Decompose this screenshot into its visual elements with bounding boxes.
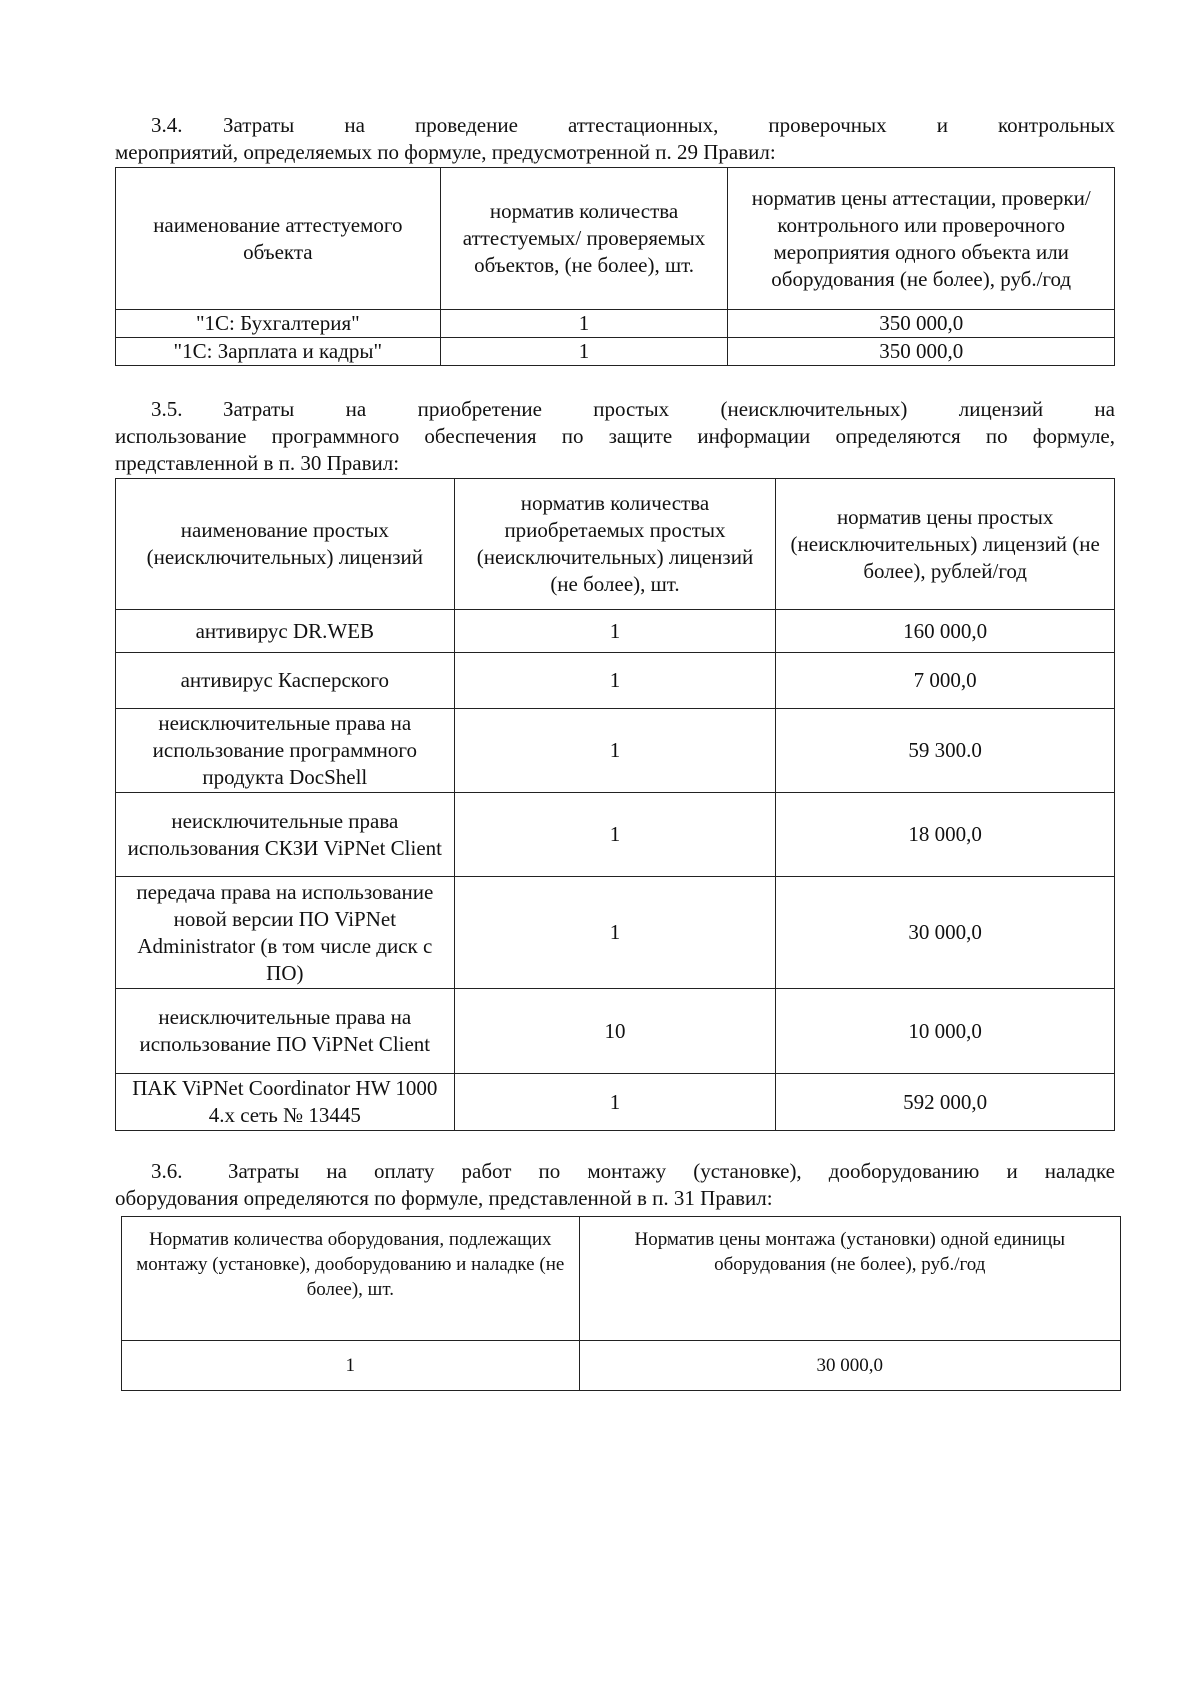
cell-qty: 1 bbox=[440, 338, 728, 366]
table-row bbox=[116, 709, 1115, 793]
cell-qty: 10 bbox=[454, 989, 776, 1074]
header-installation-price: Норматив цены монтажа (установки) одной единицы оборудования (не более), руб./год bbox=[579, 1217, 1120, 1341]
cell-name: неисключительные права на использование программного продукта DocShell bbox=[116, 709, 455, 793]
section-3-5-text-line2: использование программного обеспечения по защите информации определяются по формуле, bbox=[115, 424, 1115, 448]
header-quantity: норматив количества приобретаемых простых (неисключительных) лицензий (не более), шт. bbox=[454, 479, 776, 610]
cell-name: неисключительные права на использование ПО ViPNet Client bbox=[116, 989, 455, 1074]
installation-table bbox=[121, 1216, 1121, 1391]
table-row bbox=[116, 877, 1115, 989]
cell-name: ПАК ViPNet Coordinator HW 1000 4.х сеть № 13445 bbox=[116, 1074, 455, 1131]
cell-price: 18 000,0 bbox=[776, 793, 1115, 877]
cell-price: 10 000,0 bbox=[776, 989, 1115, 1074]
table-header-row bbox=[122, 1217, 1121, 1341]
table-row bbox=[116, 610, 1115, 653]
cell-price: 350 000,0 bbox=[728, 310, 1115, 338]
table-row bbox=[116, 653, 1115, 709]
cell-qty: 1 bbox=[440, 310, 728, 338]
header-equipment-quantity: Норматив количества оборудования, подлежащих монтажу (установке), дооборудованию и наладке (не более), шт. bbox=[122, 1217, 580, 1341]
cell-name: "1С: Зарплата и кадры" bbox=[116, 338, 441, 366]
header-object-name: наименование аттестуемого объекта bbox=[116, 168, 441, 310]
licenses-table bbox=[115, 478, 1115, 1131]
table-row bbox=[116, 310, 1115, 338]
section-3-4-number: 3.4. bbox=[151, 113, 183, 137]
section-3-4-text-line1 bbox=[115, 112, 1115, 139]
section-3-6-text-line2: оборудования определяются по формуле, представленной в п. 31 Правил: bbox=[115, 1186, 773, 1210]
cell-price: 30 000,0 bbox=[776, 877, 1115, 989]
section-3-6-number: 3.6. bbox=[151, 1159, 183, 1183]
cell-qty: 1 bbox=[454, 793, 776, 877]
header-license-name: наименование простых (неисключительных) лицензий bbox=[116, 479, 455, 610]
cell-price: 7 000,0 bbox=[776, 653, 1115, 709]
cell-qty: 1 bbox=[122, 1341, 580, 1391]
section-3-5 bbox=[115, 396, 1115, 1131]
cell-name: антивирус DR.WEB bbox=[116, 610, 455, 653]
table-row bbox=[116, 338, 1115, 366]
section-3-5-text-line1 bbox=[115, 396, 1115, 423]
header-price: норматив цены простых (неисключительных) лицензий (не более), рублей/год bbox=[776, 479, 1115, 610]
cell-qty: 1 bbox=[454, 877, 776, 989]
cell-qty: 1 bbox=[454, 653, 776, 709]
section-3-4 bbox=[115, 112, 1115, 366]
cell-qty: 1 bbox=[454, 1074, 776, 1131]
section-3-5-text-line3: представленной в п. 30 Правил: bbox=[115, 451, 400, 475]
cell-price: 59 300.0 bbox=[776, 709, 1115, 793]
cell-name: передача права на использование новой версии ПО ViPNet Administrator (в том числе диск с ПО) bbox=[116, 877, 455, 989]
section-3-4-text: Затраты на проведение аттестационных, проверочных и контрольных bbox=[223, 113, 1115, 137]
section-3-6-text: Затраты на оплату работ по монтажу (установке), дооборудованию и наладке bbox=[228, 1159, 1115, 1183]
cell-price: 30 000,0 bbox=[579, 1341, 1120, 1391]
table-header-row bbox=[116, 479, 1115, 610]
table-row bbox=[122, 1341, 1121, 1391]
cell-name: неисключительные права использования СКЗИ ViPNet Client bbox=[116, 793, 455, 877]
cell-price: 350 000,0 bbox=[728, 338, 1115, 366]
cell-price: 592 000,0 bbox=[776, 1074, 1115, 1131]
header-quantity: норматив количества аттестуемых/ проверяемых объектов, (не более), шт. bbox=[440, 168, 728, 310]
section-3-6-text-line1 bbox=[115, 1158, 1115, 1185]
attestation-table bbox=[115, 167, 1115, 366]
header-price: норматив цены аттестации, проверки/ контрольного или проверочного мероприятия одного объекта или оборудования (не более), руб./год bbox=[728, 168, 1115, 310]
section-3-5-text: Затраты на приобретение простых (неисключительных) лицензий на bbox=[223, 397, 1115, 421]
section-3-5-number: 3.5. bbox=[151, 397, 183, 421]
cell-name: антивирус Касперского bbox=[116, 653, 455, 709]
table-row bbox=[116, 989, 1115, 1074]
table-header-row bbox=[116, 168, 1115, 310]
section-3-4-text-line2: мероприятий, определяемых по формуле, предусмотренной п. 29 Правил: bbox=[115, 140, 776, 164]
table-row bbox=[116, 793, 1115, 877]
cell-name: "1С: Бухгалтерия" bbox=[116, 310, 441, 338]
table-row bbox=[116, 1074, 1115, 1131]
cell-qty: 1 bbox=[454, 709, 776, 793]
section-3-6 bbox=[115, 1158, 1115, 1391]
cell-qty: 1 bbox=[454, 610, 776, 653]
cell-price: 160 000,0 bbox=[776, 610, 1115, 653]
